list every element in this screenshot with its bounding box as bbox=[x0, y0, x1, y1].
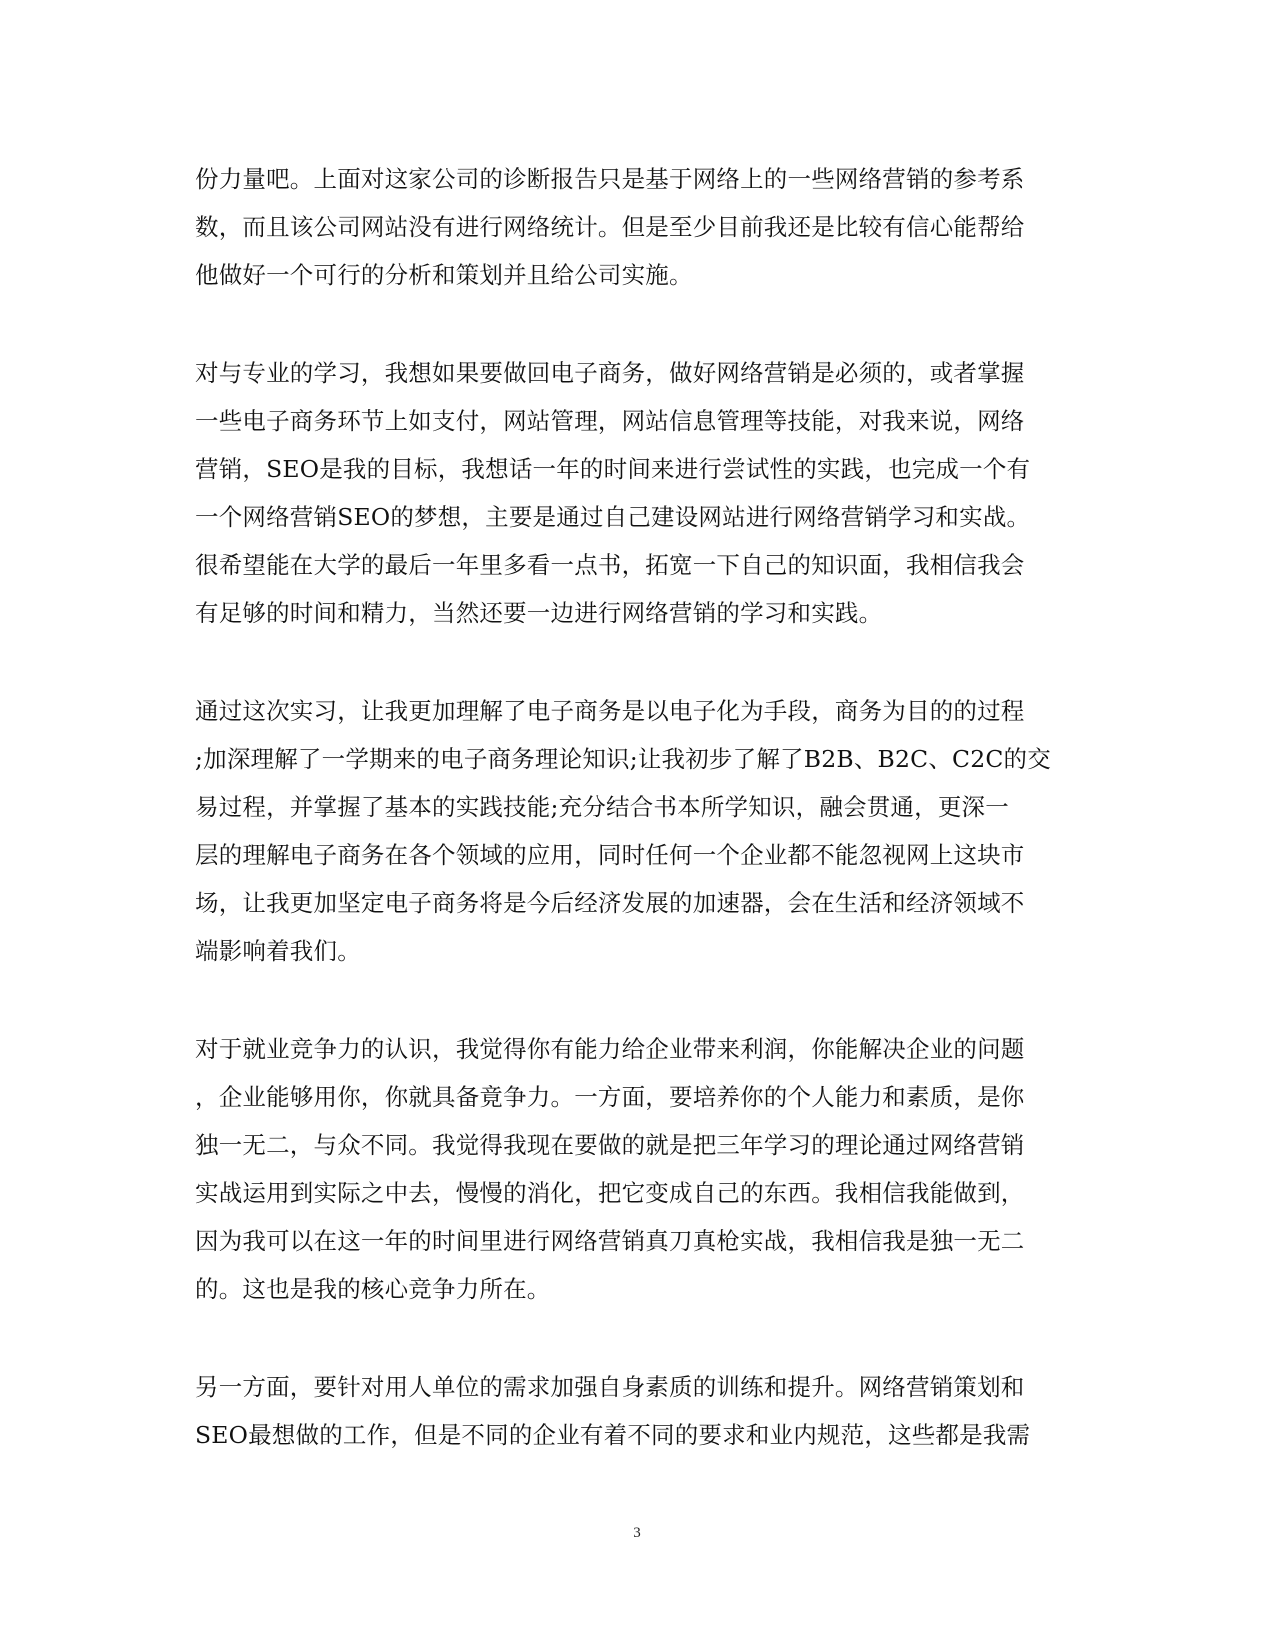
text-line: 场，让我更加坚定电子商务将是今后经济发展的加速器，会在生活和经济领域不 bbox=[195, 889, 1025, 917]
text-line: ，企业能够用你，你就具备竟争力。一方面，要培养你的个人能力和素质，是你 bbox=[195, 1083, 1025, 1111]
text-line: 营销，SEO是我的目标，我想话一年的时间来进行尝试性的实践，也完成一个有 bbox=[195, 455, 1031, 483]
body-text bbox=[195, 155, 1075, 1509]
paragraph-3 bbox=[195, 687, 1075, 975]
text-line: 一些电子商务环节上如支付，网站管理，网站信息管理等技能，对我来说，网络 bbox=[195, 407, 1025, 435]
text-line: 份力量吧。上面对这家公司的诊断报告只是基于网络上的一些网络营销的参考系 bbox=[195, 165, 1025, 193]
text-line: SEO最想做的工作，但是不同的企业有着不同的要求和业内规范，这些都是我需 bbox=[195, 1421, 1031, 1449]
text-line: 数，而且该公司网站没有进行网络统计。但是至少目前我还是比较有信心能帮给 bbox=[195, 213, 1025, 241]
paragraph-1 bbox=[195, 155, 1075, 299]
paragraph-5 bbox=[195, 1363, 1075, 1459]
text-line: 实战运用到实际之中去，慢慢的消化，把它变成自己的东西。我相信我能做到， bbox=[195, 1179, 1025, 1207]
text-line: 独一无二，与众不同。我觉得我现在要做的就是把三年学习的理论通过网络营销 bbox=[195, 1131, 1025, 1159]
text-line: 很希望能在大学的最后一年里多看一点书，拓宽一下自己的知识面，我相信我会 bbox=[195, 551, 1025, 579]
text-line: 因为我可以在这一年的时间里进行网络营销真刀真枪实战，我相信我是独一无二 bbox=[195, 1227, 1025, 1255]
text-line: 一个网络营销SEO的梦想，主要是通过自己建设网站进行网络营销学习和实战。 bbox=[195, 503, 1031, 531]
text-line: 层的理解电子商务在各个领域的应用，同时任何一个企业都不能忽视网上这块市 bbox=[195, 841, 1025, 869]
text-line: 通过这次实习，让我更加理解了电子商务是以电子化为手段，商务为目的的过程 bbox=[195, 697, 1025, 725]
paragraph-4 bbox=[195, 1025, 1075, 1313]
paragraph-2 bbox=[195, 349, 1075, 637]
text-line: 有足够的时间和精力，当然还要一边进行网络营销的学习和实践。 bbox=[195, 599, 883, 627]
text-line: 端影响着我们。 bbox=[195, 937, 361, 965]
text-line: 另一方面，要针对用人单位的需求加强自身素质的训练和提升。网络营销策划和 bbox=[195, 1373, 1025, 1401]
text-line: 他做好一个可行的分析和策划并且给公司实施。 bbox=[195, 261, 693, 289]
text-line: 对与专业的学习，我想如果要做回电子商务，做好网络营销是必须的，或者掌握 bbox=[195, 359, 1025, 387]
text-line: ;加深理解了一学期来的电子商务理论知识;让我初步了解了B2B、B2C、C2C的交 bbox=[195, 745, 1051, 773]
text-line: 对于就业竞争力的认识，我觉得你有能力给企业带来利润，你能解决企业的问题 bbox=[195, 1035, 1025, 1063]
text-line: 易过程，并掌握了基本的实践技能;充分结合书本所学知识，融会贯通，更深一 bbox=[195, 793, 1009, 821]
page-number: 3 bbox=[633, 1525, 641, 1541]
text-line: 的。这也是我的核心竞争力所在。 bbox=[195, 1275, 551, 1303]
